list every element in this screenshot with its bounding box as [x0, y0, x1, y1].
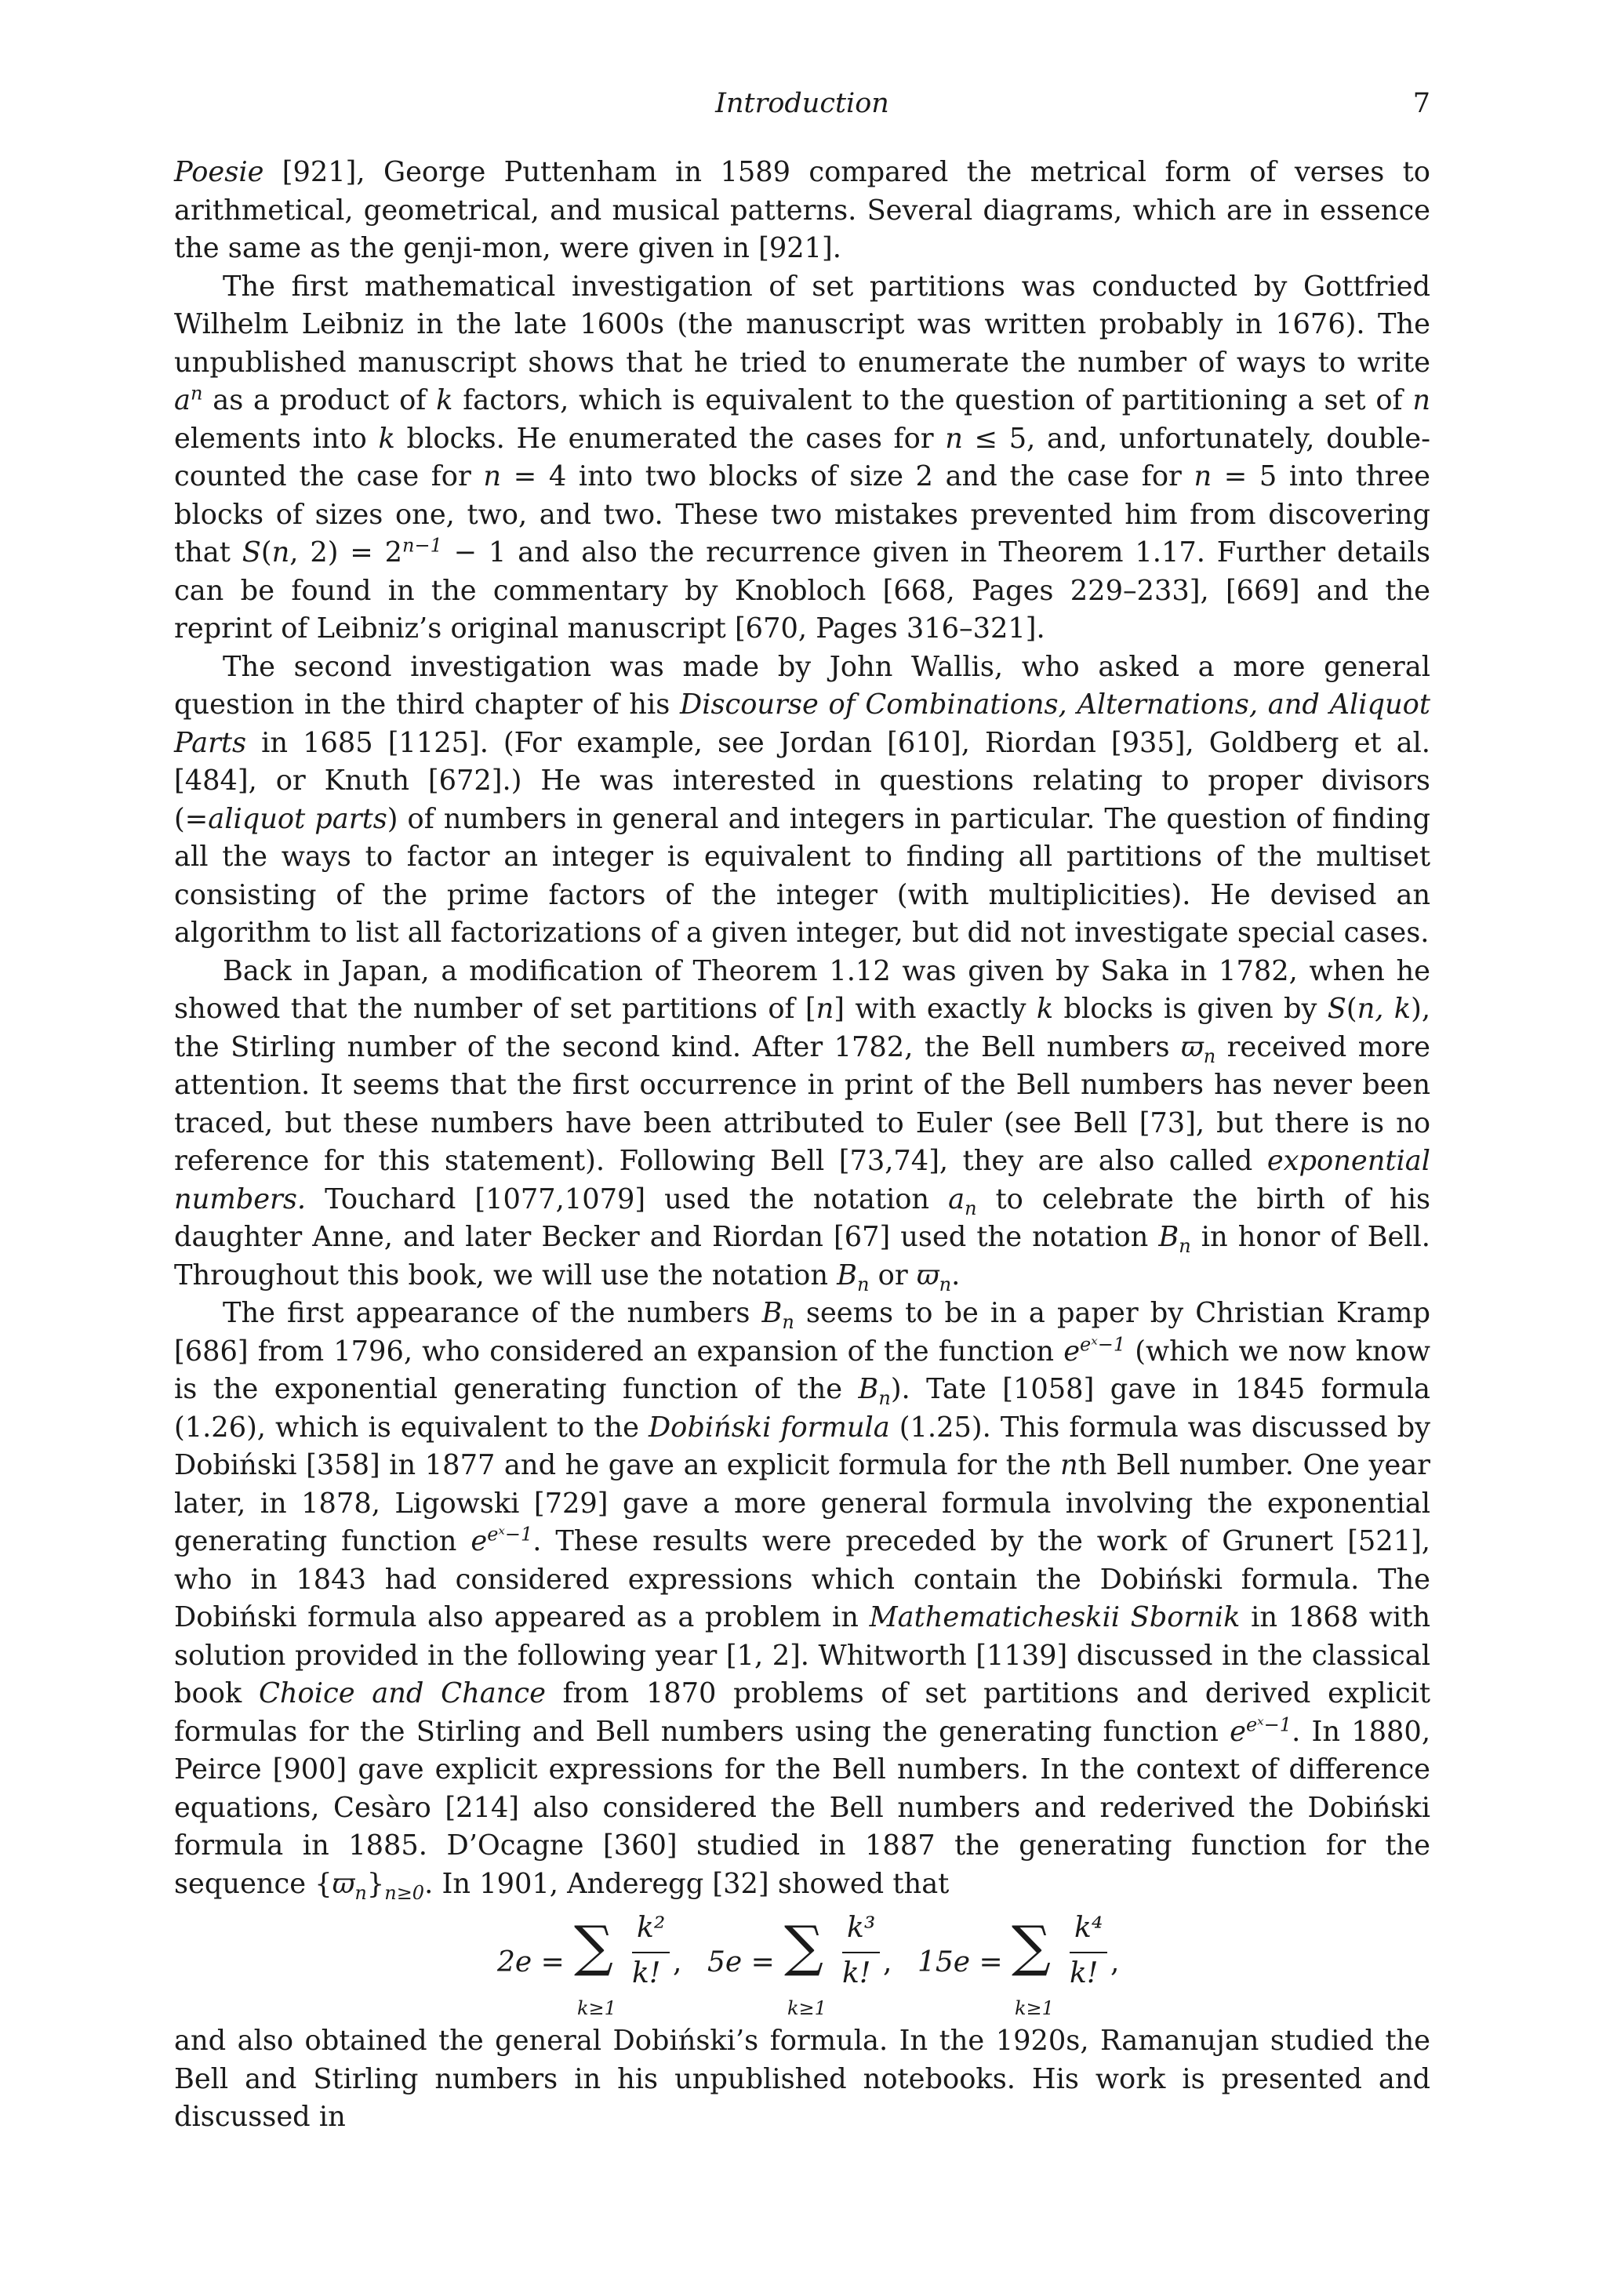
page-number: 7 — [1412, 88, 1430, 119]
paragraph-segment: e — [1063, 1335, 1081, 1368]
paragraph-segment: Choice and Chance — [258, 1677, 546, 1709]
paragraph-segment: S — [1327, 993, 1346, 1025]
equation-lhs: 2e = — [497, 1946, 565, 1978]
paragraph-segment: ) of numbers in general and integers in particular. The question of finding all the ways to factor an integer is equivalent to finding all partitions of the multiset consisting of the prime factors of the integer (with multiplicities). He devised an algorithm to list all factorizations of a given integer, but did not investigate special cases. — [174, 802, 1430, 949]
paragraph-segment: n — [816, 993, 834, 1025]
paragraph — [174, 648, 1430, 953]
paragraph-segment: B — [837, 1259, 858, 1292]
paragraph-container — [174, 154, 1430, 1903]
paragraph-segment: (which we now know is the exponential generating function of the — [174, 1335, 1430, 1405]
paragraph-segment: n — [271, 536, 290, 569]
equation-separator: , — [883, 1946, 892, 1978]
paragraph-segment: as a product of — [202, 384, 437, 416]
paragraph-segment: B — [858, 1373, 879, 1405]
paragraph-segment: from 1870 problems of set partitions and derived explicit formulas for the Stirling and Bell numbers using the generating function — [174, 1677, 1430, 1748]
paragraph-segment: n — [483, 460, 502, 492]
paragraph-segment: The second investigation was made by John Wallis, who asked a more general question in the third chapter of his — [174, 650, 1430, 721]
paragraph-segment: ). Tate [1058] gave in 1845 formula (1.26), which is equivalent to the — [174, 1373, 1431, 1444]
paragraph-segment: a — [174, 384, 191, 416]
paragraph-segment: The first mathematical investigation of set partitions was conducted by Gottfried Wilhelm Leibniz in the late 1600s (the manuscript was written probably in 1676). The unpublished manuscript shows that he tried to enumerate the number of ways to write — [174, 270, 1430, 379]
running-head — [174, 88, 1430, 127]
equation-term-3 — [917, 1903, 1129, 2022]
paragraph-segment: (1.25). This formula was discussed by Dobiński [358] in 1877 and he gave an explicit formula for the — [174, 1411, 1430, 1481]
summation-index: k≥1 — [577, 1997, 616, 2019]
paragraph-segment: } — [366, 1867, 385, 1900]
paragraph-segment: or — [869, 1259, 917, 1292]
paragraph-segment: S — [242, 536, 261, 569]
summation-sign: ∑ — [574, 1914, 613, 1978]
paragraph-segment: B — [761, 1297, 783, 1329]
paragraph-segment: . — [951, 1259, 961, 1292]
equation-lhs: 15e = — [917, 1946, 1003, 1978]
paragraph-segment: elements into — [174, 422, 379, 455]
paragraph-segment: received more attention. It seems that the first occurrence in print of the Bell numbers has never been traced, but these numbers have been attributed to Euler (see Bell [73], but there is no reference for this statement). Following Bell [73,74], they are also called — [174, 1030, 1430, 1177]
fraction-denominator: k! — [1070, 1957, 1099, 1989]
paragraph-segment: Mathematicheskii Sbornik — [869, 1601, 1241, 1633]
paragraph-segment: exponential numbers. — [174, 1145, 1430, 1215]
paragraph-segment: and also obtained the general Dobiński’s formula. In the 1920s, Ramanujan studied the Bell and Stirling numbers in his unpublished notebooks. His work is presented and discussed in — [174, 2025, 1430, 2133]
summation-index: k≥1 — [1015, 1997, 1054, 2019]
equation-separator: , — [1110, 1946, 1120, 1978]
paragraph-segment: ϖ — [1181, 1030, 1204, 1063]
paragraph-segment: Dobiński formula — [648, 1411, 890, 1444]
paragraph-segment: to celebrate the birth of his daughter Anne, and later Becker and Riordan [67] used the notation — [174, 1183, 1431, 1253]
fraction-denominator: k! — [842, 1957, 871, 1989]
paragraph-segment: n — [857, 1273, 870, 1295]
summation-sign: ∑ — [1012, 1914, 1051, 1978]
paragraph-segment: n — [939, 1273, 952, 1295]
paragraph-segment: n — [1179, 1235, 1191, 1258]
paragraph-segment: . These results were preceded by the work of Grunert [521], who in 1843 had considered expressions which contain the Dobiński formula. The Dobiński formula also appeared as a problem in — [174, 1525, 1430, 1633]
paragraph-segment: . In 1880, Peirce [900] gave explicit expressions for the Bell numbers. In the context of difference equations, Cesàro [214] also considered the Bell numbers and rederived the Dobiński formula in 1885. D’Ocagne [360] studied in 1887 the generating function for the sequence { — [174, 1715, 1431, 1900]
paragraph-segment: ( — [260, 536, 272, 569]
paragraph-segment: n — [354, 1881, 367, 1904]
paragraph-segment: Poesie — [174, 156, 264, 188]
paragraph-segment: in honor of Bell. Throughout this book, we will use the notation — [174, 1221, 1430, 1292]
paragraph-segment: eˣ−1 — [1080, 1332, 1126, 1355]
equation-term-2 — [707, 1903, 896, 2022]
paragraph-segment: The first appearance of the numbers — [223, 1297, 762, 1329]
paragraph-segment: n — [1059, 1449, 1078, 1481]
paragraph-segment: Back in Japan, a modification of Theorem 1.12 was given by Saka in 1782, when he showed that the number of set partitions of [ — [174, 954, 1430, 1025]
summation-sign: ∑ — [784, 1914, 823, 1978]
paragraph-segment: , 2) = 2 — [289, 536, 403, 569]
paragraph-segment: = 4 into two blocks of size 2 and the case for — [501, 460, 1194, 492]
paragraph-segment: ), the Stirling number of the second kind. After 1782, the Bell numbers — [174, 993, 1431, 1063]
paragraph — [174, 268, 1430, 648]
summation-index: k≥1 — [787, 1997, 827, 2019]
paragraph-segment: seems to be in a paper by Christian Kramp [686] from 1796, who considered an expansion of the function — [174, 1297, 1430, 1368]
paragraph-segment: in 1868 with solution provided in the following year [1, 2]. Whitworth [1139] discussed in the classical book — [174, 1601, 1430, 1709]
paragraph-segment: ϖ — [332, 1867, 355, 1900]
paragraph-segment: n — [1203, 1044, 1216, 1067]
paragraph-segment: in 1685 [1125]. (For example, see Jordan [610], Riordan [935], Goldberg et al. [484], or Knuth [672].) He was interested in questions relating to proper divisors (= — [174, 726, 1430, 835]
paragraph-segment: n≥0 — [384, 1881, 425, 1904]
paragraph-segment: = 5 into three blocks of sizes one, two, and two. These two mistakes prevented him from discovering that — [174, 460, 1430, 569]
paragraph-segment: Discourse of Combinations, Alternations, and Aliquot Parts — [174, 688, 1431, 759]
paragraph-segment: ≤ 5, and, unfortunately, double-counted the case for — [174, 422, 1430, 492]
paragraph-segment: Touchard [1077,1079] used the notation — [306, 1183, 949, 1215]
paragraph-segment: [921], George Puttenham in 1589 compared the metrical form of verses to arithmetical, geometrical, and musical patterns. Several diagrams, which are in essence the same as the genji-mon, were given in [921]. — [174, 156, 1430, 264]
fraction-numerator: k² — [637, 1912, 666, 1944]
paragraph-segment: ] with exactly — [834, 993, 1037, 1025]
paragraph-segment: eˣ−1 — [487, 1523, 533, 1546]
paragraph-segment: B — [1158, 1221, 1179, 1253]
fraction-bar — [1070, 1952, 1107, 1953]
paragraph-segment: ϖ — [916, 1259, 939, 1292]
paragraph-segment: e — [1230, 1715, 1246, 1748]
paragraph-segment: k — [436, 384, 453, 416]
fraction-denominator: k! — [632, 1957, 661, 1989]
paragraph-segment: n — [1194, 460, 1212, 492]
paragraph-segment: . In 1901, Anderegg [32] showed that — [424, 1867, 950, 1900]
paragraph — [174, 154, 1430, 268]
paragraph-segment: n — [945, 422, 963, 455]
paragraph-segment: aliquot parts — [208, 802, 387, 835]
fraction-bar — [632, 1952, 670, 1953]
paragraph — [174, 2022, 1430, 2137]
paragraph-segment: blocks is given by — [1053, 993, 1328, 1025]
paragraph — [174, 1295, 1430, 1903]
paragraph-segment: n−1 — [402, 534, 442, 557]
paragraph-segment: n, k — [1357, 993, 1412, 1025]
fraction-numerator: k⁴ — [1074, 1912, 1103, 1944]
paragraph-segment: n — [190, 382, 203, 405]
fraction-bar — [842, 1952, 880, 1953]
display-equation — [174, 1903, 1430, 2022]
paragraph-segment: ( — [1346, 993, 1357, 1025]
paragraph-segment: − 1 and also the recurrence given in Theorem 1.17. Further details can be found in the commentary by Knobloch [668, Pages 229–233], [669] and the reprint of Leibniz’s original manuscript [670, Pages 316–321]. — [174, 536, 1431, 645]
paragraph-segment: th Bell number. One year later, in 1878, Ligowski [729] gave a more general formula involving the exponential generating function — [174, 1449, 1430, 1557]
equation-separator: , — [673, 1946, 682, 1978]
equation-term-1 — [497, 1903, 685, 2022]
paragraph-segment: a — [948, 1183, 965, 1215]
paragraph-segment: eˣ−1 — [1245, 1713, 1292, 1735]
paragraph-segment: e — [471, 1525, 488, 1557]
paragraph-segment: n — [878, 1387, 891, 1410]
paragraph-segment: n — [965, 1197, 977, 1219]
paragraph-segment: factors, which is equivalent to the question of partitioning a set of — [452, 384, 1413, 416]
fraction-numerator: k³ — [847, 1912, 876, 1944]
paragraph-segment: k — [378, 422, 395, 455]
body-text — [174, 154, 1430, 2137]
running-title: Introduction — [715, 88, 889, 119]
paragraph-segment: blocks. He enumerated the cases for — [394, 422, 946, 455]
paragraph — [174, 953, 1430, 1295]
equation-lhs: 5e = — [707, 1946, 775, 1978]
paragraph-segment: k — [1036, 993, 1054, 1025]
paragraph-segment: n — [782, 1311, 794, 1334]
paragraph-segment: n — [1412, 384, 1430, 416]
closing-paragraph — [174, 2022, 1430, 2137]
